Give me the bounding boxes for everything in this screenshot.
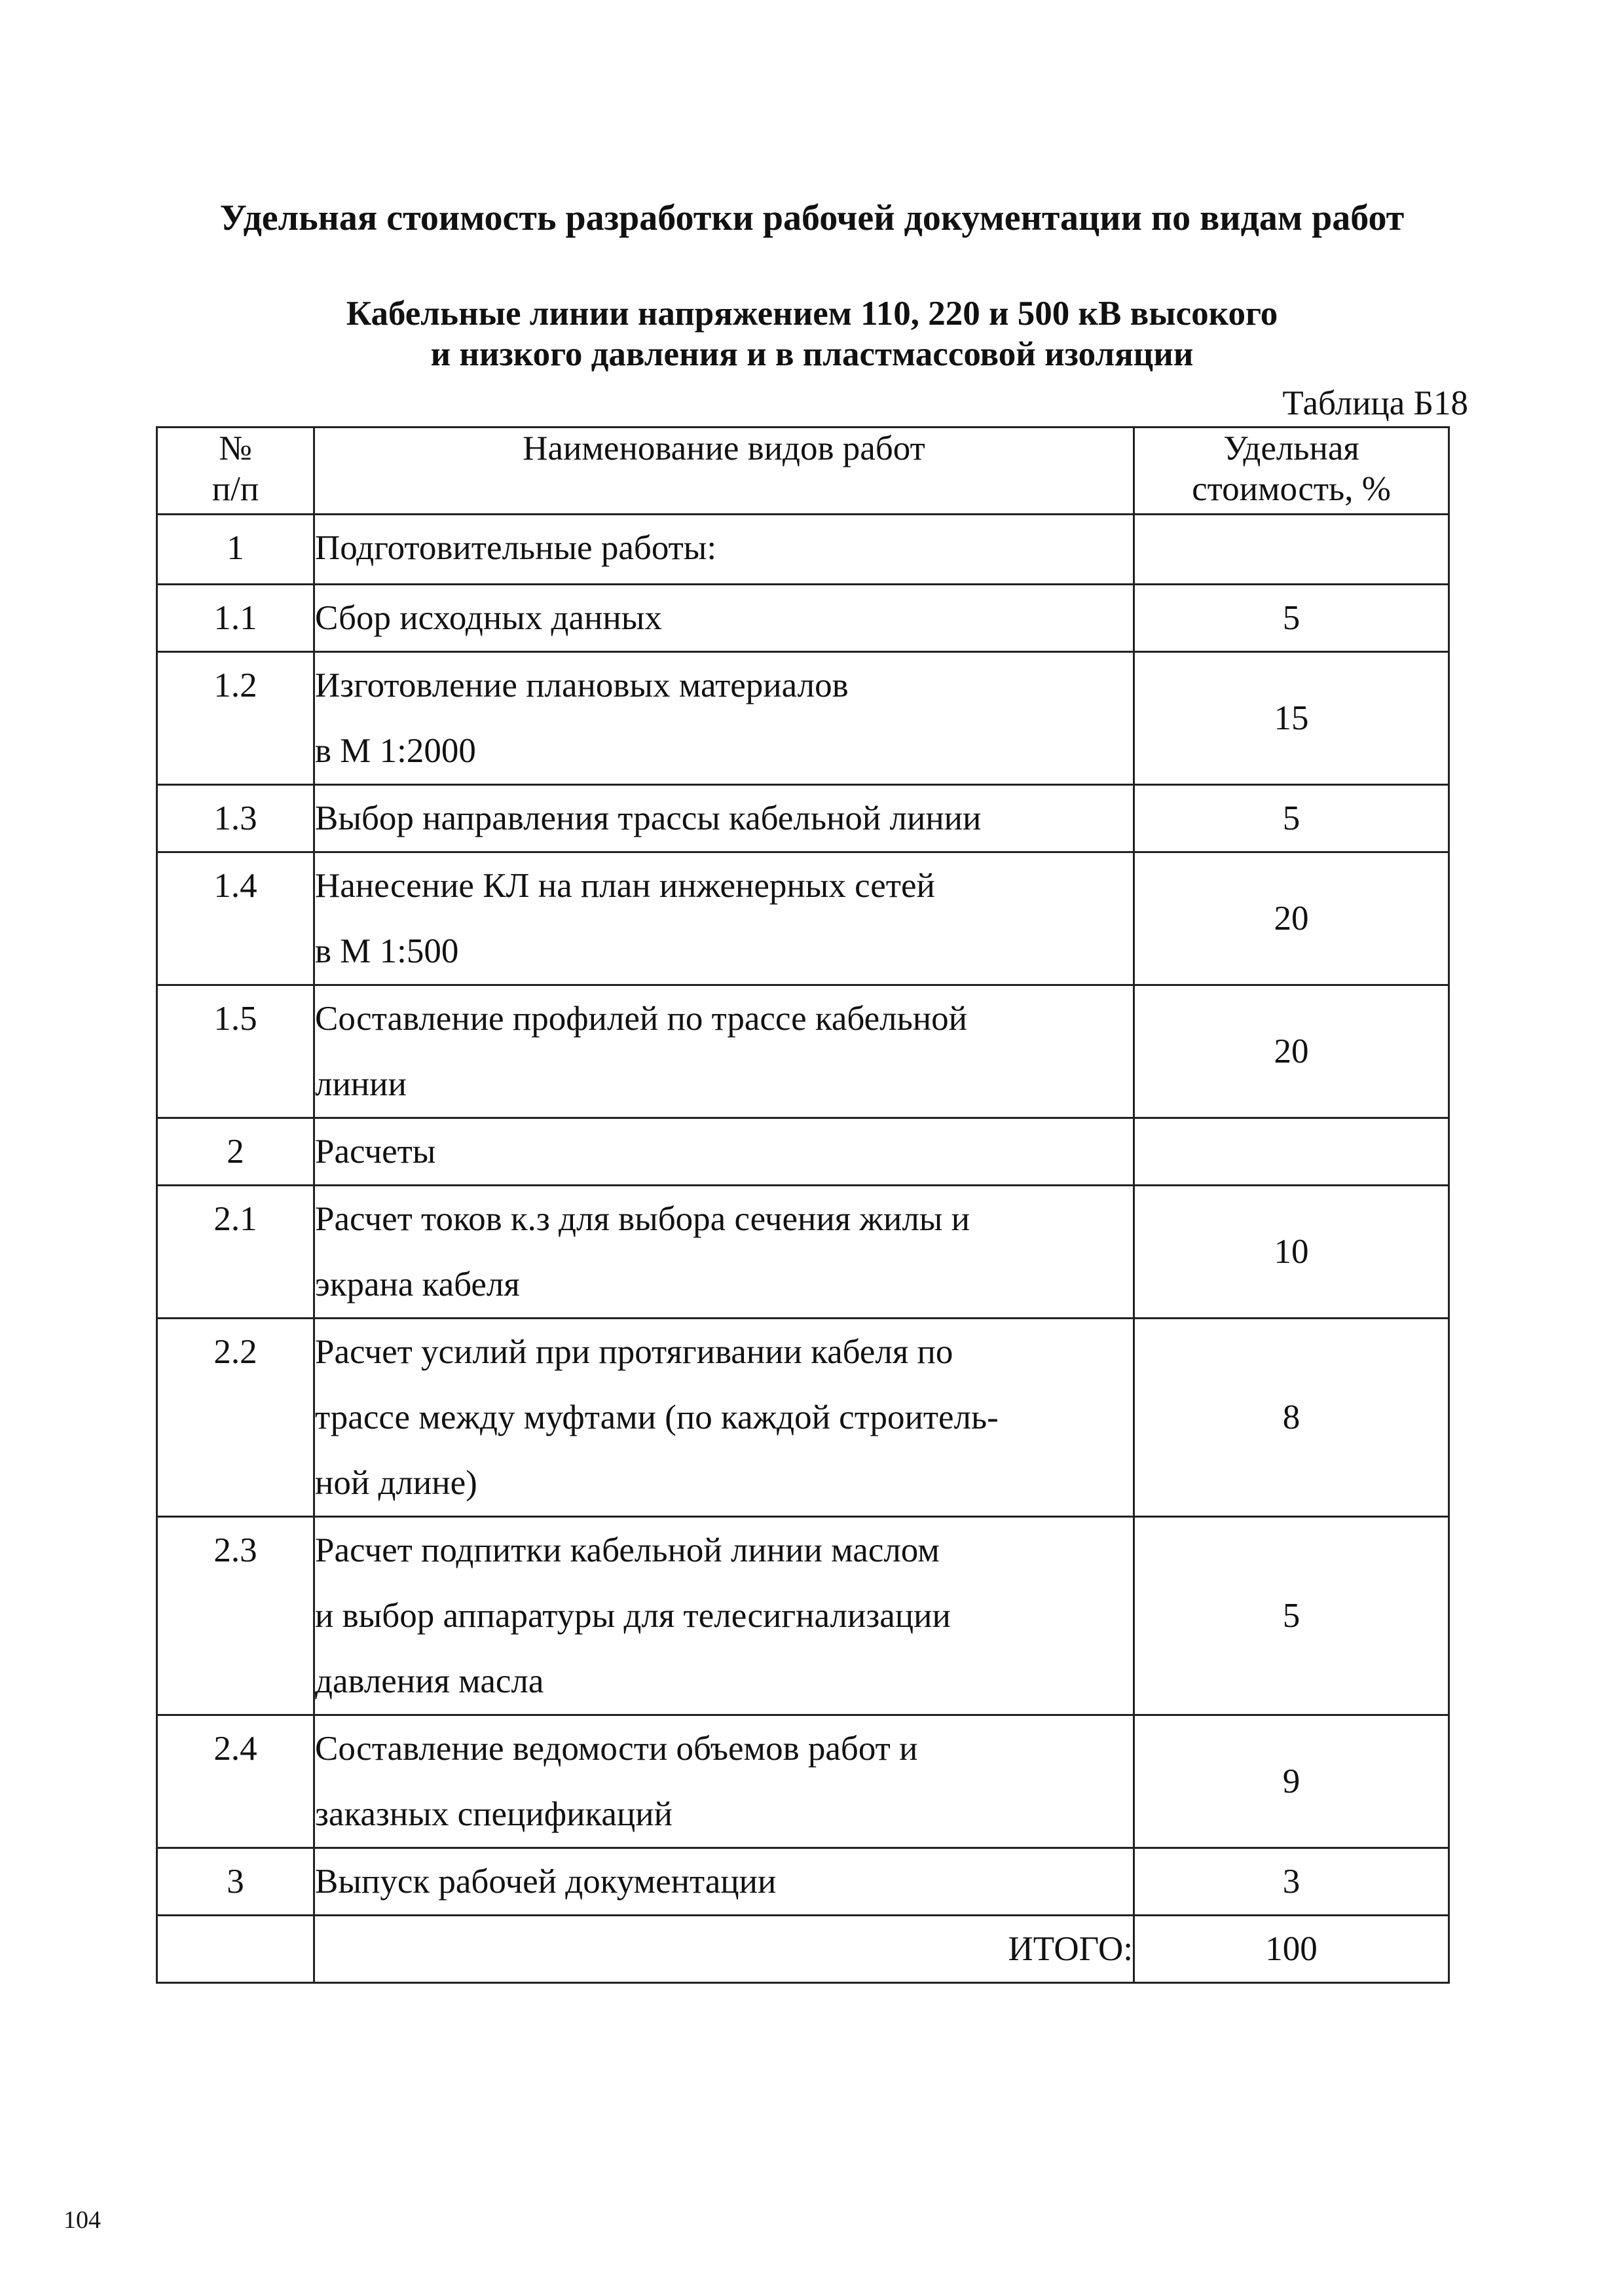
header-number: [157, 428, 314, 515]
row-number: 2.2: [157, 1319, 314, 1517]
row-number: 3: [157, 1848, 314, 1916]
row-work-name-line: Сбор исходных данных: [315, 599, 662, 637]
row-work-name: [314, 785, 1134, 852]
row-work-name: [314, 1517, 1134, 1715]
row-number: 2.4: [157, 1715, 314, 1848]
table-row: [157, 1319, 1449, 1517]
row-work-name-line: Выпуск рабочей документации: [315, 1863, 777, 1901]
row-work-name-line: экрана кабеля: [315, 1266, 520, 1303]
row-work-name-line: Составление ведомости объемов работ и: [315, 1730, 918, 1768]
subtitle-line: и низкого давления и в пластмассовой изоляции: [430, 335, 1194, 373]
table-row: [157, 852, 1449, 985]
row-cost-value: 9: [1134, 1715, 1449, 1848]
row-cost-value: 10: [1134, 1186, 1449, 1319]
row-work-name-line: Расчеты: [315, 1133, 436, 1171]
row-work-name: [314, 852, 1134, 985]
row-number: 1.2: [157, 652, 314, 785]
row-cost-value: 20: [1134, 852, 1449, 985]
row-work-name: [314, 1186, 1134, 1319]
row-number: 1: [157, 515, 314, 585]
row-work-name-line: трассе между муфтами (по каждой строитель-: [315, 1398, 999, 1436]
row-work-name-line: линии: [315, 1065, 407, 1103]
table-row: [157, 585, 1449, 652]
header-specific-cost: [1134, 428, 1449, 515]
row-cost-value: 20: [1134, 985, 1449, 1118]
table-row: [157, 785, 1449, 852]
table-row: [157, 1118, 1449, 1186]
table-row: [157, 515, 1449, 585]
header-cost-line1: Удельная: [1223, 429, 1359, 467]
row-work-name-line: Расчет токов к.з для выбора сечения жилы и: [315, 1200, 970, 1238]
table-row: [157, 985, 1449, 1118]
table-row: [157, 1848, 1449, 1916]
row-work-name-line: давления масла: [315, 1662, 544, 1700]
row-work-name: [314, 1715, 1134, 1848]
subtitle-line: Кабельные линии напряжением 110, 220 и 500 кВ высокого: [346, 295, 1278, 333]
row-number: 2: [157, 1118, 314, 1186]
row-work-name: [314, 515, 1134, 585]
row-work-name-line: Расчет усилий при протягивании кабеля по: [315, 1333, 953, 1371]
row-work-name-line: Подготовительные работы:: [315, 529, 717, 567]
row-number: 1.5: [157, 985, 314, 1118]
row-work-name-line: заказных спецификаций: [315, 1795, 673, 1833]
table-total-row: [157, 1916, 1449, 1983]
row-number: 2.3: [157, 1517, 314, 1715]
work-cost-table: [156, 426, 1450, 1984]
header-cost-line2: стоимость, %: [1192, 470, 1391, 508]
row-work-name: [314, 1848, 1134, 1916]
row-cost-value: 5: [1134, 785, 1449, 852]
total-number: [157, 1916, 314, 1983]
header-number-line1: №: [219, 429, 252, 467]
table-row: [157, 652, 1449, 785]
row-cost-value: 5: [1134, 1517, 1449, 1715]
total-label: ИТОГО:: [314, 1916, 1134, 1983]
table-row: [157, 1715, 1449, 1848]
row-work-name-line: Выбор направления трассы кабельной линии: [315, 799, 982, 837]
row-work-name: [314, 985, 1134, 1118]
row-work-name-line: ной длине): [315, 1464, 477, 1502]
document-subtitle: [0, 293, 1624, 374]
row-cost-value: 15: [1134, 652, 1449, 785]
row-work-name-line: Изготовление плановых материалов: [315, 666, 849, 704]
row-cost-value: [1134, 1118, 1449, 1186]
row-number: 2.1: [157, 1186, 314, 1319]
row-cost-value: [1134, 515, 1449, 585]
row-cost-value: 5: [1134, 585, 1449, 652]
row-work-name-line: Расчет подпитки кабельной линии маслом: [315, 1531, 940, 1569]
row-work-name-line: и выбор аппаратуры для телесигнализации: [315, 1597, 951, 1635]
row-number: 1.1: [157, 585, 314, 652]
row-work-name-line: Составление профилей по трассе кабельной: [315, 1000, 968, 1038]
row-cost-value: 8: [1134, 1319, 1449, 1517]
table-label: Таблица Б18: [1282, 384, 1468, 422]
row-work-name: [314, 1319, 1134, 1517]
header-number-line2: п/п: [212, 470, 259, 508]
row-number: 1.4: [157, 852, 314, 985]
table-row: [157, 1517, 1449, 1715]
table-row: [157, 1186, 1449, 1319]
row-work-name: [314, 585, 1134, 652]
table-header-row: [157, 428, 1449, 515]
row-number: 1.3: [157, 785, 314, 852]
row-work-name-line: в М 1:500: [315, 932, 459, 970]
row-work-name-line: в М 1:2000: [315, 732, 476, 770]
row-work-name-line: Нанесение КЛ на план инженерных сетей: [315, 867, 935, 905]
page-number: 104: [64, 2206, 101, 2234]
row-cost-value: 3: [1134, 1848, 1449, 1916]
header-work-name: Наименование видов работ: [314, 428, 1134, 515]
total-value: 100: [1134, 1916, 1449, 1983]
row-work-name: [314, 1118, 1134, 1186]
row-work-name: [314, 652, 1134, 785]
document-title: Удельная стоимость разработки рабочей документации по видам работ: [219, 198, 1405, 238]
